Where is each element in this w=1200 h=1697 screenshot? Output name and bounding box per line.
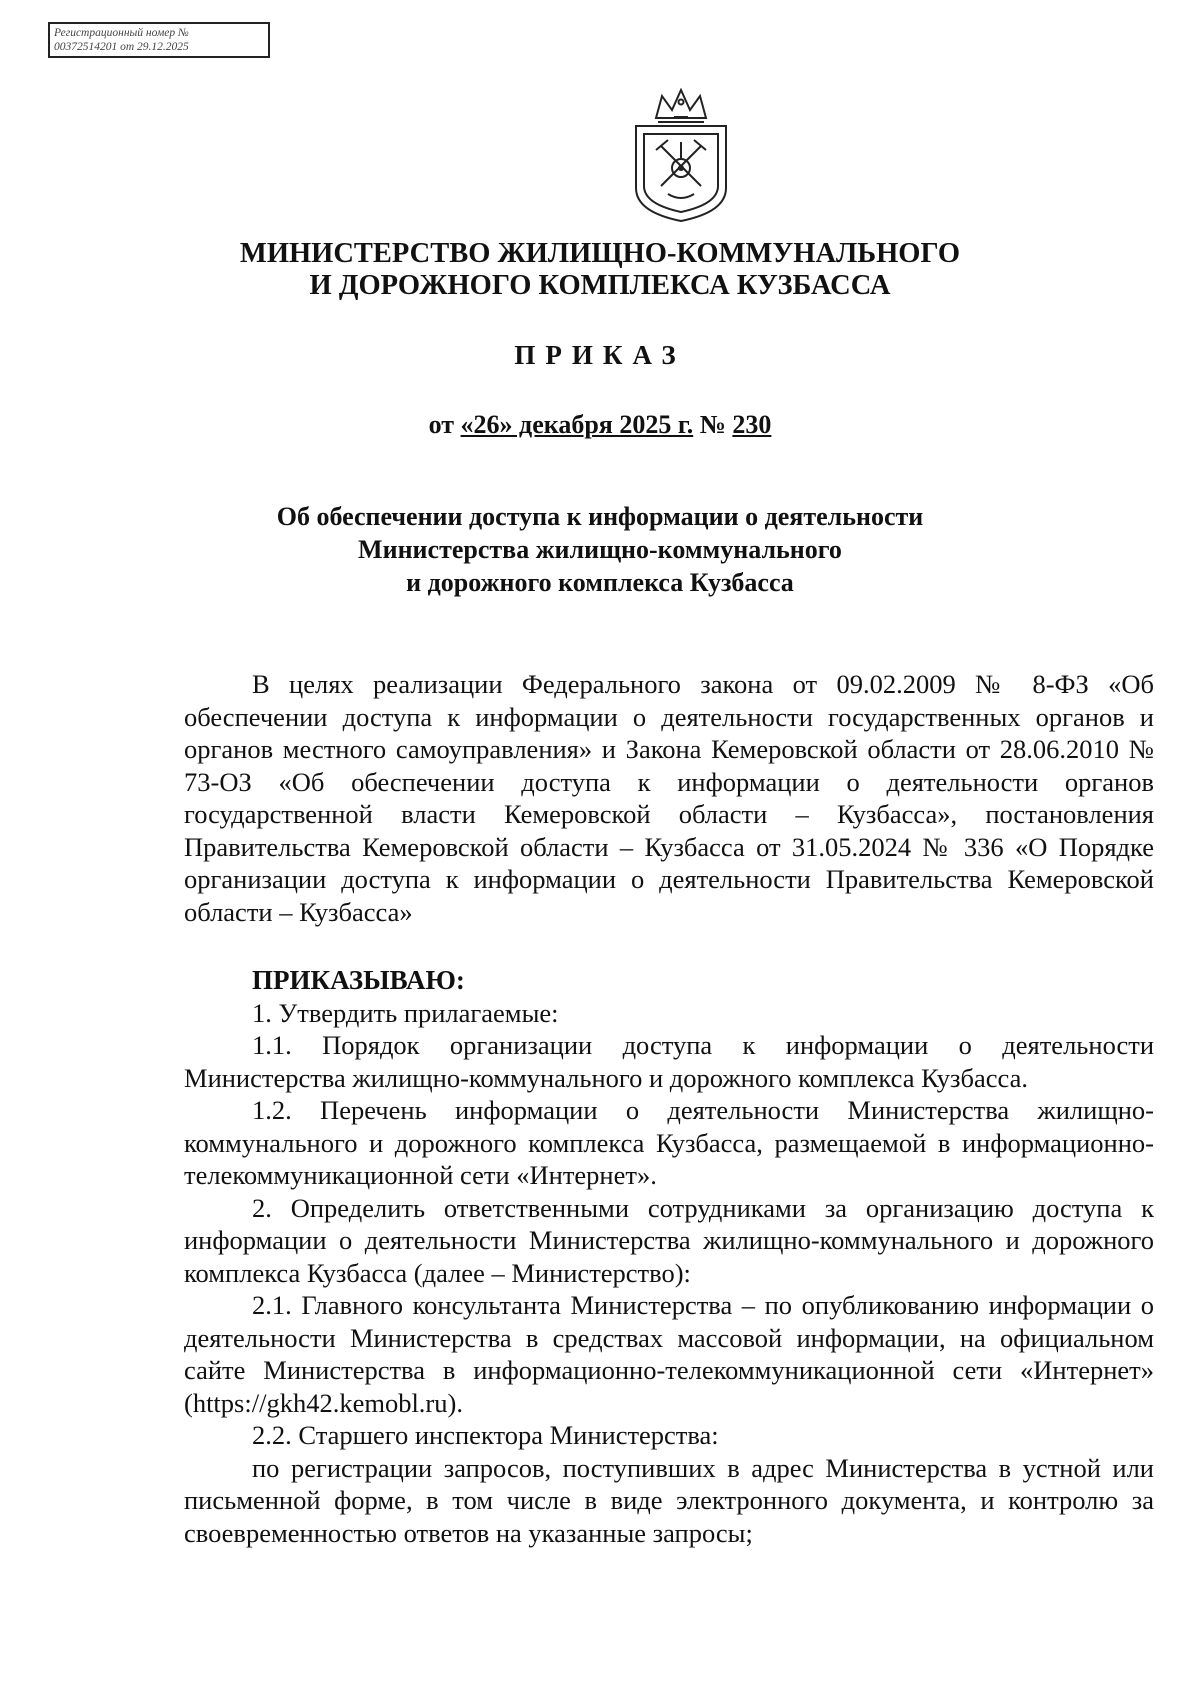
order-body: [184, 668, 1154, 1549]
item-1-2: 1.2. Перечень информации о деятельности Министерства жилищно-коммунального и дорожного комплекса Кузбасса, размещаемой в информационно-телекоммуникационной сети «Интернет».: [184, 1095, 1154, 1190]
item-2-2-text: по регистрации запросов, поступивших в адрес Министерства в устной или письменной форме, в том числе в виде электронного документа, и контролю за своевременностью ответов на указанные запросы;: [184, 1452, 1154, 1548]
item-2-2: 2.2. Старшего инспектора Министерства:: [252, 1420, 719, 1450]
item-1: 1. Утвердить прилагаемые:: [252, 997, 559, 1028]
preamble-paragraph: В целях реализации Федерального закона от 09.02.2009 № 8-ФЗ «Об обеспечении доступа к информации о деятельности государственных органов и органов местного самоуправления» и Закона Кемеровской области от 28.06.2010 № 73-ОЗ «Об обеспечении доступа к информации о деятельности органов государственной власти Кемеровской области – Кузбасса», постановления Правительства Кемеровской области – Кузбасса от 31.05.2024 № 336 «О Порядке организации доступа к информации о деятельности Правительства Кемеровской области – Кузбасса»: [184, 669, 1154, 927]
document-type: ПРИКАЗ: [514, 340, 686, 370]
date-prefix: от: [428, 410, 455, 439]
item-2: 2. Определить ответственными сотрудниками за организацию доступа к информации о деятельности Министерства жилищно-коммунального и дорожного комплекса Кузбасса (далее – Министерство):: [184, 1192, 1154, 1288]
item-1-1: 1.1. Порядок организации доступа к информации о деятельности Министерства жилищно-коммунального и дорожного комплекса Кузбасса.: [184, 1030, 1154, 1093]
subject-line2: Министерства жилищно-коммунального: [358, 535, 842, 564]
ministry-name-line2: И ДОРОЖНОГО КОМПЛЕКСА КУЗБАССА: [309, 270, 891, 301]
ministry-name-line1: МИНИСТЕРСТВО ЖИЛИЩНО-КОММУНАЛЬНОГО: [239, 238, 961, 269]
registration-number: 00372514201 от 29.12.2025: [54, 41, 189, 53]
registration-label: Регистрационный номер №: [54, 27, 189, 39]
order-heading: ПРИКАЗЫВАЮ:: [252, 965, 465, 995]
order-date-line: [200, 410, 1000, 440]
order-date: «26» декабря 2025 г.: [460, 410, 694, 439]
order-subject: [150, 500, 1050, 599]
number-prefix: №: [699, 410, 726, 439]
order-number: 230: [732, 410, 772, 439]
ministry-name: [150, 238, 1050, 302]
subject-line3: и дорожного комплекса Кузбасса: [406, 568, 794, 597]
item-2-1: 2.1. Главного консультанта Министерства – по опубликованию информации о деятельности Министерства в средствах массовой информации, на официальном сайте Министерства в информационно-телекоммуникационной сети «Интернет» (https://gkh42.kemobl.ru).: [184, 1290, 1154, 1418]
registration-stamp: [48, 22, 270, 58]
subject-line1: Об обеспечении доступа к информации о деятельности: [276, 502, 924, 531]
kuzbass-coat-of-arms-icon: [628, 88, 734, 223]
